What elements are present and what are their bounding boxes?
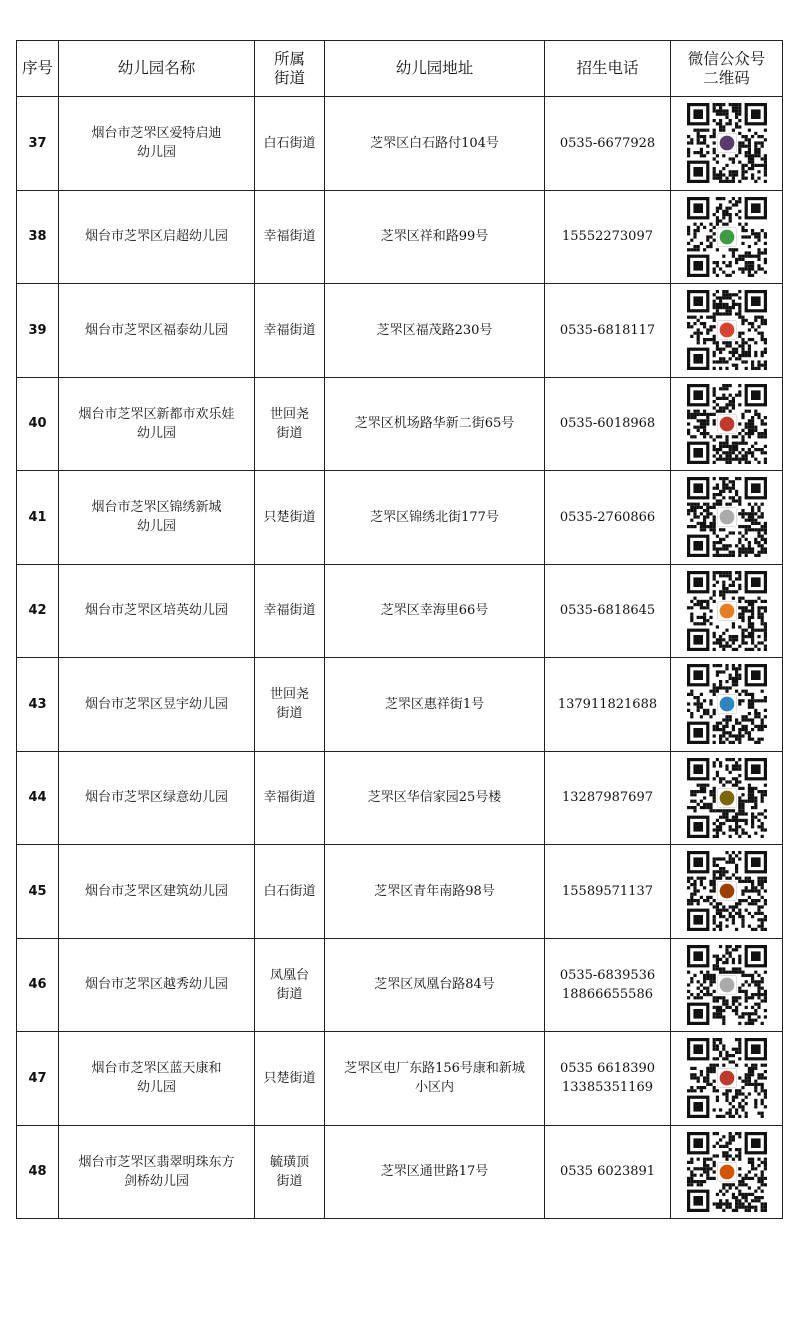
- qr-code-icon[interactable]: [675, 103, 778, 183]
- table-row: [17, 751, 783, 845]
- row-number: 39: [17, 284, 59, 378]
- wechat-qr-cell: [671, 564, 783, 658]
- wechat-qr-cell: [671, 284, 783, 378]
- qr-code-icon[interactable]: [675, 1132, 778, 1212]
- kindergarten-name: 烟台市芝罘区锦绣新城 幼儿园: [59, 471, 255, 565]
- enrollment-phone: 0535-6677928: [545, 97, 671, 191]
- row-number: 40: [17, 377, 59, 471]
- row-number: 46: [17, 938, 59, 1032]
- wechat-qr-cell: [671, 938, 783, 1032]
- row-number: 38: [17, 190, 59, 284]
- qr-code-icon[interactable]: [675, 290, 778, 370]
- kindergarten-address: 芝罘区幸海里66号: [325, 564, 545, 658]
- enrollment-phone: 0535-6018968: [545, 377, 671, 471]
- qr-code-icon[interactable]: [675, 477, 778, 557]
- table-row: [17, 1125, 783, 1219]
- table-row: [17, 190, 783, 284]
- row-number: 42: [17, 564, 59, 658]
- street-name: 世回尧 街道: [255, 658, 325, 752]
- kindergarten-address: 芝罘区福茂路230号: [325, 284, 545, 378]
- table-row: [17, 471, 783, 565]
- kindergarten-name: 烟台市芝罘区蓝天康和 幼儿园: [59, 1032, 255, 1126]
- enrollment-phone: 0535-6818645: [545, 564, 671, 658]
- header-no: 序号: [17, 41, 59, 97]
- row-number: 43: [17, 658, 59, 752]
- kindergarten-address: 芝罘区白石路付104号: [325, 97, 545, 191]
- qr-code-icon[interactable]: [675, 664, 778, 744]
- wechat-qr-cell: [671, 751, 783, 845]
- street-name: 幸福街道: [255, 564, 325, 658]
- table-row: [17, 377, 783, 471]
- table-row: [17, 97, 783, 191]
- street-name: 白石街道: [255, 845, 325, 939]
- enrollment-phone: 0535-6818117: [545, 284, 671, 378]
- qr-code-icon[interactable]: [675, 851, 778, 931]
- qr-code-icon[interactable]: [675, 197, 778, 277]
- kindergarten-address: 芝罘区锦绣北街177号: [325, 471, 545, 565]
- kindergarten-name: 烟台市芝罘区启超幼儿园: [59, 190, 255, 284]
- street-name: 幸福街道: [255, 190, 325, 284]
- kindergarten-address: 芝罘区青年南路98号: [325, 845, 545, 939]
- enrollment-phone: 15552273097: [545, 190, 671, 284]
- kindergarten-name: 烟台市芝罘区越秀幼儿园: [59, 938, 255, 1032]
- kindergarten-address: 芝罘区惠祥街1号: [325, 658, 545, 752]
- header-address: 幼儿园地址: [325, 41, 545, 97]
- qr-code-icon[interactable]: [675, 571, 778, 651]
- kindergarten-address: 芝罘区华信家园25号楼: [325, 751, 545, 845]
- enrollment-phone: 137911821688: [545, 658, 671, 752]
- street-name: 幸福街道: [255, 751, 325, 845]
- enrollment-phone: 13287987697: [545, 751, 671, 845]
- row-number: 48: [17, 1125, 59, 1219]
- row-number: 45: [17, 845, 59, 939]
- street-name: 毓璜顶 街道: [255, 1125, 325, 1219]
- wechat-qr-cell: [671, 1032, 783, 1126]
- row-number: 41: [17, 471, 59, 565]
- wechat-qr-cell: [671, 471, 783, 565]
- street-name: 只楚街道: [255, 1032, 325, 1126]
- kindergarten-address: 芝罘区电厂东路156号康和新城 小区内: [325, 1032, 545, 1126]
- street-name: 只楚街道: [255, 471, 325, 565]
- header-row: [17, 41, 783, 97]
- enrollment-phone: 15589571137: [545, 845, 671, 939]
- header-phone: 招生电话: [545, 41, 671, 97]
- enrollment-phone: 0535-6839536 18866655586: [545, 938, 671, 1032]
- enrollment-phone: 0535 6023891: [545, 1125, 671, 1219]
- table-row: [17, 564, 783, 658]
- wechat-qr-cell: [671, 377, 783, 471]
- kindergarten-name: 烟台市芝罘区翡翠明珠东方 剑桥幼儿园: [59, 1125, 255, 1219]
- qr-code-icon[interactable]: [675, 758, 778, 838]
- street-name: 幸福街道: [255, 284, 325, 378]
- row-number: 47: [17, 1032, 59, 1126]
- table-row: [17, 658, 783, 752]
- kindergarten-name: 烟台市芝罘区新都市欢乐娃 幼儿园: [59, 377, 255, 471]
- wechat-qr-cell: [671, 845, 783, 939]
- kindergarten-name: 烟台市芝罘区昱宇幼儿园: [59, 658, 255, 752]
- wechat-qr-cell: [671, 190, 783, 284]
- enrollment-phone: 0535 6618390 13385351169: [545, 1032, 671, 1126]
- kindergarten-address: 芝罘区祥和路99号: [325, 190, 545, 284]
- row-number: 37: [17, 97, 59, 191]
- table-row: [17, 938, 783, 1032]
- kindergarten-name: 烟台市芝罘区绿意幼儿园: [59, 751, 255, 845]
- kindergarten-name: 烟台市芝罘区爱特启迪 幼儿园: [59, 97, 255, 191]
- kindergarten-address: 芝罘区通世路17号: [325, 1125, 545, 1219]
- street-name: 白石街道: [255, 97, 325, 191]
- enrollment-phone: 0535-2760866: [545, 471, 671, 565]
- header-street: 所属 街道: [255, 41, 325, 97]
- table-row: [17, 1032, 783, 1126]
- header-name: 幼儿园名称: [59, 41, 255, 97]
- row-number: 44: [17, 751, 59, 845]
- kindergarten-address: 芝罘区凤凰台路84号: [325, 938, 545, 1032]
- kindergarten-name: 烟台市芝罘区建筑幼儿园: [59, 845, 255, 939]
- table-row: [17, 284, 783, 378]
- wechat-qr-cell: [671, 97, 783, 191]
- qr-code-icon[interactable]: [675, 1038, 778, 1118]
- qr-code-icon[interactable]: [675, 384, 778, 464]
- kindergarten-name: 烟台市芝罘区福泰幼儿园: [59, 284, 255, 378]
- kindergarten-address: 芝罘区机场路华新二街65号: [325, 377, 545, 471]
- street-name: 凤凰台 街道: [255, 938, 325, 1032]
- wechat-qr-cell: [671, 1125, 783, 1219]
- kindergarten-table: [16, 40, 783, 1219]
- table-row: [17, 845, 783, 939]
- wechat-qr-cell: [671, 658, 783, 752]
- header-qr: 微信公众号 二维码: [671, 41, 783, 97]
- kindergarten-name: 烟台市芝罘区培英幼儿园: [59, 564, 255, 658]
- street-name: 世回尧 街道: [255, 377, 325, 471]
- qr-code-icon[interactable]: [675, 945, 778, 1025]
